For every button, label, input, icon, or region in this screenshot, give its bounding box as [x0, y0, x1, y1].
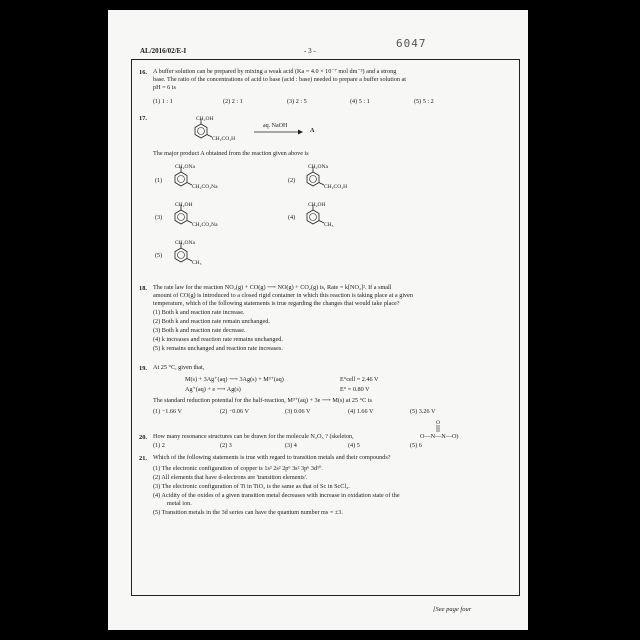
q16-option-4: (4) 5 : 1	[350, 98, 370, 105]
q20-option-2: (2) 3	[220, 442, 232, 449]
q20-number: 20.	[139, 434, 147, 441]
q21-option-2: (2) All elements that have d-electrons are 'transition elements'.	[153, 474, 308, 481]
q17-question: The major product A obtained from the reaction given above is	[153, 150, 309, 157]
q17-reactant-ch2oh: CH₂OH	[196, 116, 214, 122]
q19-option-5: (5) 3.26 V	[410, 408, 436, 415]
q18-line1: The rate law for the reaction NO₂(g) + CO(g) ⟶ NO(g) + CO₂(g) is, Rate = k[NO₂]². If a small	[153, 284, 392, 291]
q21-text: Which of the following statements is true with regard to transition metals and their compounds?	[153, 454, 391, 461]
q17-reactant	[190, 117, 230, 152]
double-bond-icon	[435, 425, 441, 433]
q16-number: 16.	[139, 69, 147, 76]
q17-opt3-side: CH₂CO₂Na	[192, 222, 218, 228]
q19-eq2: Ag⁺(aq) + e ⟶ Ag(s)	[185, 386, 241, 393]
q17-opt3-top: CH₂OH	[175, 202, 193, 208]
q18-line2: amount of CO(g) is introduced to a closed rigid container in which this reaction is taking place at a given	[153, 292, 413, 299]
q19-option-1: (1) −1.66 V	[153, 408, 182, 415]
q17-option-1-label: (1)	[155, 177, 163, 184]
q20-skeleton: O—N—N—O)	[420, 433, 459, 440]
q19-option-3: (3) 0.06 V	[285, 408, 311, 415]
q17-opt2-side: CH₂CO₂H	[324, 184, 348, 190]
q18-option-3: (3) Both k and reaction rate decrease.	[153, 327, 246, 334]
q21-option-5: (5) Transition metals in the 3d series can have the quantum number ms = ±3.	[153, 509, 343, 516]
q18-line3: temperature, which of the following statements is true regarding the changes that would take place?	[153, 300, 400, 307]
q19-option-2: (2) −0.06 V	[220, 408, 249, 415]
q21-option-1: (1) The electronic configuration of copper is 1s² 2s² 2p⁶ 3s² 3p⁶ 3d¹⁰.	[153, 465, 323, 472]
page-footer: [See page four	[433, 606, 472, 613]
q19-number: 19.	[139, 365, 147, 372]
q19-question: The standard reduction potential for the half-reaction, M³⁺(aq) + 3e ⟶ M(s) at 25 °C is	[153, 397, 372, 404]
q17-reagent: aq. NaOH	[263, 123, 288, 129]
q21-option-3: (3) The electronic configuration of Ti in TiO₂ is the same as that of Sc in ScCl₃.	[153, 483, 350, 490]
q17-opt5-side: CH₃	[192, 260, 202, 266]
q18-option-5: (5) k remains unchanged and reaction rate increases.	[153, 345, 283, 352]
q20-option-3: (3) 4	[285, 442, 297, 449]
q16-option-1: (1) 1 : 1	[153, 98, 173, 105]
q16-line2: base. The ratio of the concentrations of acid to base (acid : base) needed to prepare a buffer solution at	[153, 76, 407, 83]
handwritten-number: 6047	[396, 37, 427, 50]
q16-option-2: (2) 2 : 1	[223, 98, 243, 105]
q19-eq1: M(s) + 3Ag⁺(aq) ⟶ 3Ag(s) + M³⁺(aq)	[185, 376, 284, 383]
q21-option-4: (4) Acidity of the oxides of a given transition metal decreases with increase in oxidation state of the	[153, 492, 400, 499]
q19-e1: E°cell = 2.46 V	[340, 376, 379, 383]
q18-option-2: (2) Both k and reaction rate remain unchanged.	[153, 318, 270, 325]
reaction-arrow-icon	[254, 128, 304, 136]
q18-option-1: (1) Both k and reaction rate increase.	[153, 309, 245, 316]
q17-reactant-side: CH₂CO₂H	[212, 136, 236, 142]
q17-opt4-top: CH₂OH	[308, 202, 326, 208]
q17-product: A	[310, 127, 315, 134]
q21-number: 21.	[139, 455, 147, 462]
q20-text: How many resonance structures can be drawn for the molecule N₂O₃ ? (skeleton,	[153, 433, 354, 440]
paper-code: AL/2016/02/E-I	[140, 47, 187, 55]
q17-opt4-side: CH₃	[324, 222, 334, 228]
page-number: - 3 -	[304, 47, 316, 55]
q17-opt5-top: CH₂ONa	[175, 240, 195, 246]
q17-option-4-label: (4)	[288, 214, 296, 221]
q17-option-2-label: (2)	[288, 177, 296, 184]
q20-option-4: (4) 5	[348, 442, 360, 449]
q17-opt2-top: CH₂ONa	[308, 164, 328, 170]
q18-option-4: (4) k increases and reaction rate remains unchanged.	[153, 336, 283, 343]
q17-opt1-side: CH₂CO₂Na	[192, 184, 218, 190]
q19-intro: At 25 °C, given that,	[153, 364, 205, 371]
q17-number: 17.	[139, 115, 147, 122]
q19-option-4: (4) 1.66 V	[348, 408, 374, 415]
q16-line3: pH = 6 is	[153, 84, 176, 91]
q20-option-1: (1) 2	[153, 442, 165, 449]
q17-option-3-label: (3)	[155, 214, 163, 221]
q18-number: 18.	[139, 285, 147, 292]
q19-e2: E° = 0.80 V	[340, 386, 370, 393]
q17-opt1-top: CH₂ONa	[175, 164, 195, 170]
q16-option-5: (5) 5 : 2	[414, 98, 434, 105]
q21-option-4-cont: metal ion.	[167, 500, 192, 507]
q17-option-5-label: (5)	[155, 252, 163, 259]
q16-line1: A buffer solution can be prepared by mixing a weak acid (Ka = 4.0 × 10⁻⁷ mol dm⁻³) and a strong	[153, 68, 397, 75]
q16-option-3: (3) 2 : 5	[287, 98, 307, 105]
q20-skeleton-top: O	[436, 420, 440, 426]
q20-option-5: (5) 6	[410, 442, 422, 449]
